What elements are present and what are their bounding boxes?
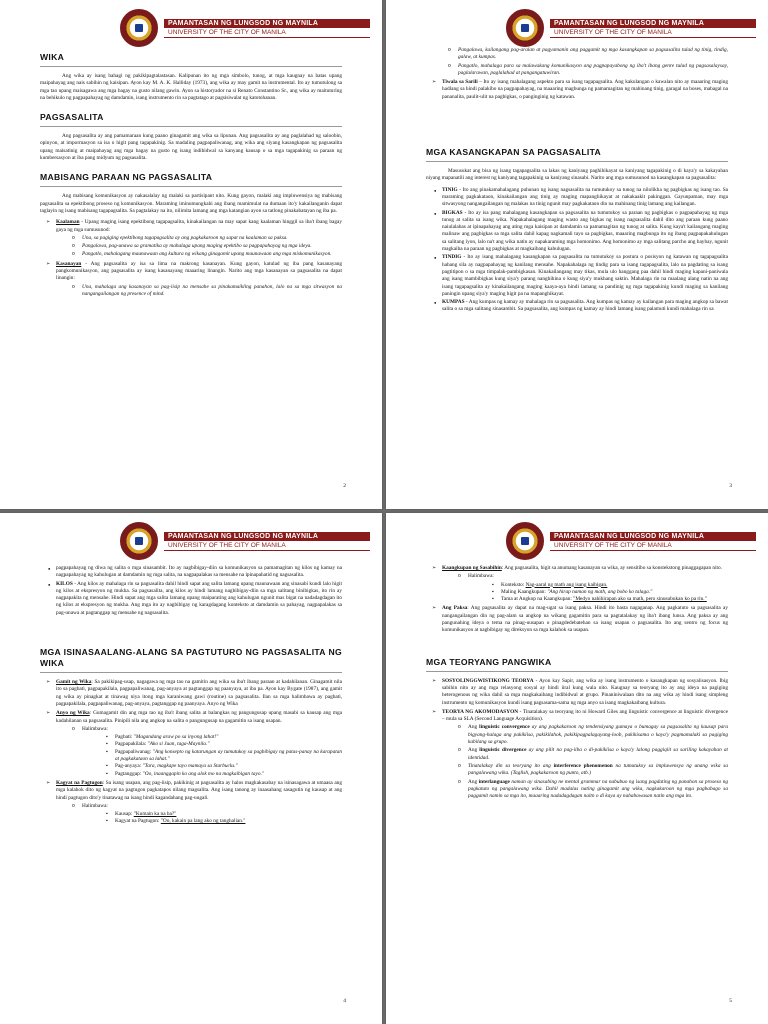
list-item: ▪ Pagpapaliwanag: "Ang konsepto ng katarungan ay tumutukoy sa pagbibigay ng patas-panay na karapatan at pagkakataon sa lahat." [106, 749, 342, 764]
list-item-anyo-ng-wika: ➢ Anyo ng Wika: Gumagamit din ang mga tao ng iba't ibang salita at balangkas ng pangungusap upang masabi sa kausap ang mga kadahilanan sa pagsasalita. Pinipili nila ang angkop na salita o pangungusap na gagamitin sa isang usapan. o Halimbawa: ▪ Pagbati: "Magandang araw po sa inyong lahat!" ▪ Pagpapakilala: "Ako si Juan, taga-Maynila." ▪ Pagpapaliwanag: "Ang konsepto ng katarungan ay tumutukoy sa pagbibigay ng patas-panay na karapatan at pagkakataon sa lahat." ▪ Pag-anyaya: "Tara, magkape tayo mamaya sa Starbucks." ▪ Pagtanggap: "Oo, inaanggapin ko ang alok mo na magkaibigan tayo." [46, 710, 342, 778]
page-number: 5 [729, 998, 732, 1004]
page-header [120, 8, 370, 48]
list-item-kaalaman: ➢ Kaalaman - Upang maging isang epektibong tagapagsalita, kinakailangan na may sapat kang kaalaman hinggil sa iba't ibang bagay gaya ng mga sumusunod: o Una, sa pagiging epektibong tagapagsalita ay ang pagkakaroon ng sapat na kaalaman sa paksa. o Pangalawa, pag-unawa sa gramatika ay mahalaga upang maging epektibo sa pagpapahayag ng mga ideya. o Pangatlo, mahalagang maunawaan ang kultura ng wikang ginagamit upang maunawaan ang mga miskomunikasyon. [46, 219, 342, 258]
list-item: o Ang linguistic convergence ay ang pagkakaroon ng tendensiyang gumaya o bumagay sa pagsasalita ng kausap para bigyang-halaga ang pakikiisa, pakikilahok, pakikipagpalagayang-loob, pakikisama o kaya'y pagmamalaki sa pagiging kabilang sa grupo. [458, 724, 728, 746]
list-item: ▪ Maling Kaangkupan: "Ang hirap naman ng math, ang bobo ko talaga." [492, 589, 728, 596]
university-seal-icon [506, 522, 544, 560]
list-item-kasanayan: ➢ Kasanayan - Ang pagsasalita ay isa sa lima na makrong kasanayan. Kung gayon, katulad ng iba pang kasanayang pangkomunikasyon, ang pagsasalita ay isang kasanayang maaaring linangin. Narito ang mga kasanayan sa pagsasalita na dapat linangin: o Una, mahalaga ang kasanayan sa pag-iisip na mensahe sa pinakamaikling panahon, lalo na sa mga sitwasyon na nangangailangan ng presence of mind. [46, 261, 342, 298]
page-header [506, 8, 756, 48]
paragraph-mabisang-paraan: Ang mabisang komunikasyon ay nakasalalay ng malaki sa partisipant nito. Kung gayon, malaki ang impluwensiya ng mabisang pagsasalita sa epektibong proseso ng komunikasyon. Maraming iminumungkahi ang ibang mamimulat na dumaan ito'y kakailanganin dapat taglayin ng isang mabisang tagapagsalita. Sa pagtalakay na ito, nilimita lamang ang mga katangian ayon sa tatlong pinakabatayan ng iba pa. [40, 193, 342, 214]
paragraph-kasangkapan: Masusukat ang bisa ng isang tagapagsalita sa lakas ng kaniyang paghihikayat sa kaniyang tagapakinig o di kaya'y sa kakayahan niyang mapanatili ang interest ng kaniyang tagapakinig sa kaniyang sinasabi. Narito ang mga sumusunod na kasangkapan sa pagsasalita: [426, 168, 728, 182]
university-seal-icon [506, 9, 544, 47]
university-seal-icon [120, 522, 158, 560]
section-title-isinasaalang: MGA ISINASAALANG-ALANG SA PAGTUTURO NG PAGSASALITA NG WIKA [40, 647, 342, 673]
list-item-akomodasyon: ➢ TEORYA NG AKOMODASYON - Tinatalakay sa teoryang ito ni Howard Giles ang linguistic convergence at linguistic divergence – mula sa SLA (Second Language Acquisition). o Ang linguistic convergence ay ang pagkakaroon ng tendensiyang gumaya o bumagay sa pagsasalita ng kausap para bigyang-halaga ang pakikiisa, pakikilahok, pakikipagpalagayang-loob, pakikisama o kaya'y pagmamalaki sa pagiging kabilang sa grupo. o Ang linguistic divergence ay ang pilit na pag-iiba o di-pakikiisa o kaya'y lalong paggiqiit sa sariling kakayahan at identidad. o Tinatalakay din sa teoryang ito ang interference phenomenon na tumutukoy sa impluwensya ng unang wika sa pangalawang wika. (Taglish, pagkakaroon ng puntо, atb.) o Ang interlanguage naman ay sinasabing ne mental grammar na nabubuo ng isang pagdating ng panahon sa proseso ng pagkatuto ng pangalawang wika. Dahil madalas nating ginagamit ang wika, nagkakaroon ng mga pagbabago sa paggamit namin sa mga ito, maaaring nadadagdagan naitn o di kaya ay nababawasan natin ang mga ito. [432, 709, 728, 801]
paragraph-pagsasalita: Ang pagsasalita ay ang pamamaraan kung paano ginagamit ang wika sa lipunan. Ang pagsasalita ay ang paglalahad ng saloobin, opinyon, at impormasyon sa isa o higit pang tagapakinig. Sa madaling pagpapaliwanag, ang wika ang siyang kasangkapan ng pagsasalita upang maisatinig at maipahayag ang mga bagay na gusto ng isang indibidwal sa kanyang kausap o sa mga tagapakinig sa paraan ng kumbersasyon at iba pang midyum ng pagsasalita. [40, 133, 342, 162]
list-item-kagyat-na-pagtugon: ➢ Kagyat na Pagtugon: Sa isang usapan, ang pag-iisip, pakikinig at pagsasalita ay halos magkakasabay na isinasagawa at umaasa ang mga kalahok dito ng kagyat na pagtugon pagkatapos nilang magsalita. Ang isang tanong ay inaasahang sasagutin ng kausap at ang hindi pagtugon dito'y tinatawag na isang hindi kagandahang pag-uugali. o Halimbawa: ▪ Kausap: "Kumain ka na ba?" ▪ Kagyat na Pagtugon: "Oo, kakain pa lang ako ng tanghalian." [46, 780, 342, 826]
list-item-tiwala: ➢ Tiwala sa Sarili – Ito ay isang mahalagang aspekto para sa isang tagapagsalita. Ang kakulangan o kawalan nito ay maaaring maging hadlang sa hindi palakibo na pagpapahayag, na maaaring magbunga ng pamamagitan ng mahinang tinig, garagal na boses, mabagal na pananalita, paulit-ulit na pagbigkas, o panginginig ng katawan. [432, 79, 728, 101]
list-item: o Halimbawa: ▪ Kausap: "Kumain ka na ba?" ▪ Kagyat na Pagtugon: "Oo, kakain pa lang ako ng tanghalian." [72, 803, 342, 826]
list-item-ang-paksa: ➢ Ang Paksa: Ang pagsasalita ay dapat na mag-ugat sa isang paksa. Hindi ito basta nagaganap. Ang pagkatuto sa pagsasalita ay nangangailangan din ng pag-alam sa angkop na wikang gagamitin para sa pagtatalakay ng iba't ibang lunsa. Ang paksa ay ang pangunahing ideya o tema na pinag-uusapan o pinagdedebatehan sa isang usapan o pagsasalita. Ito ang sentro ng focus ng komunikasyon at nagbibigay ng direksyon sa mga kalahok sa usapan. [432, 605, 728, 634]
section-title-mabisang-paraan: MABISANG PARAAN NG PAGSASALITA [40, 172, 342, 187]
list-item-kaangkupan: ➢ Kaangkupan ng Sasabihin: Ang pagsasalita, higit sa anumang kasanayan sa wika, ay sensitibo sa konstekstong pinaggagapan nito. o Halimbawa: ▪ Konteksto: Nag-aaral ng math ang isang kaibigan. ▪ Maling Kaangkupan: "Ang hirap naman ng math, ang bobo ko talaga." ▪ Tama at Angkop na Kaangkupan: "Medyo nahihirapan ako sa math, pero sinusubukan ko pa rin." [432, 565, 728, 603]
list-item: ▪ Konteksto: Nag-aaral ng math ang isang kaibigan. [492, 582, 728, 589]
section-title-kasangkapan: MGA KASANGKAPAN SA PAGSASALITA [426, 147, 728, 162]
list-item: o Pangatlo, mahalaga para sa malawakang komunikasyon ang pagpapayabong ng iba't ibang genre tulad ng pagsasalaysay, paglalarawan, paglalahad at pangangatuwiran. [448, 63, 728, 78]
list-item: ▪ Pagbati: "Magandang araw po sa inyong lahat!" [106, 734, 342, 741]
list-item: o Ang linguistic divergence ay ang pilit na pag-iiba o di-pakikiisa o kaya'y lalong paggiqiit sa sariling kakayahan at identidad. [458, 747, 728, 762]
section-title-teorya: MGA TEORYANG PANGWIKA [426, 657, 728, 672]
list-item: o Tinatalakay din sa teoryang ito ang interference phenomenon na tumutukoy sa impluwensya ng unang wika sa pangalawang wika. (Taglish, pagkakaroon ng puntо, atb.) [458, 763, 728, 778]
list-item-tinig: ● TINIG - Ito ang pinakamahalagang puhunan ng isang nagsasalita na tumutukoy sa tunog na nilolikha ng pagbigkas ng isang tao. Sa maraming pagkakataon, kinakailangan ang tinig ay maging mapanghikayat at nakakaakit pakinggan. Gayunpaman, may mga sitwasyong nangangailangan ng malakas na tinig ngunit may pagkakataon din na mahinang tinig lamang ang kailangan. [432, 187, 728, 209]
list-item-kumpas: ● KUMPAS - Ang kumpas ng kamay ay mahalaga rin sa pagsasalita. Ang kumpas ng kamay ay kailangan para maging angkop sa bawat salita o sa mga salitang sinasambit. Sa pagsasalita, ang kumpas ng kamay ay hindi lamang isang palamuti kundi mahalaga rin sa [432, 299, 728, 314]
list-item: ▪ Kausap: "Kumain ka na ba?" [106, 811, 342, 818]
header-university-name: PAMANTASAN NG LUNGSOD NG MAYNILA [550, 19, 756, 28]
list-item-kilos: ● KILOS - Ang kilos ay mahalaga rin sa pagsasalita dahil hindi sapat ang salita lamang upang maunawaan ang sinasabi kundi lalo higit ng kilos at ekspresyon ng mukha. Sa pagsasalita, ang kilos ay hindi lamang nagbibigay-diin sa mga salitang binibigkas, ito rin ay nagpapakita ng mensahe. Hindi sapat ang mga salita lamang upang maiparating ang kahulugan ngunit mas bigat na nadadagdagan ito ng kilos at ekspresyon ng mukha. Ang mga ito ay nagbibigay ng karagdagang konteksto at damdamin sa pahayag, nagpapalakas sa pag-unawa at pagtanggap ng mensahe ng nagsasalita. [46, 581, 342, 617]
paragraph-continued: ● pagpapahayag ng diwa ng salita o mga sinasambit. Ito ay nagbibigay-diin sa komunikasyon sa pamamagitan ng kilos ng kamay na nagpapahayag ng kahulugan at damdamin ng mga salita, na nagpapalakas sa mensahe na ipinapahatid ng nagsasalita. [46, 565, 342, 580]
header-university-english: UNIVERSITY OF THE CITY OF MANILA [550, 541, 756, 551]
page-number: 3 [729, 483, 732, 489]
page-number: 4 [343, 998, 346, 1004]
header-university-english: UNIVERSITY OF THE CITY OF MANILA [164, 28, 370, 38]
section-title-pagsasalita: PAGSASALITA [40, 112, 342, 127]
list-item: o Pangalawa, pag-unawa sa gramatika ay mahalaga upang maging epektibo sa pagpapahayag ng mga ideya. [72, 243, 342, 250]
page-number: 2 [343, 483, 346, 489]
document-page-4 [0, 513, 382, 1024]
list-item: ▪ Kagyat na Pagtugon: "Oo, kakain pa lang ako ng tanghalian." [106, 818, 342, 825]
list-item: o Una, sa pagiging epektibong tagapagsalita ay ang pagkakaroon ng sapat na kaalaman sa paksa. [72, 235, 342, 242]
document-page-5 [386, 513, 768, 1024]
list-item: o Una, mahalaga ang kasanayan sa pag-iisip na mensahe sa pinakamaikling panahon, lalo na sa mga sitwasyon na nangangailangan ng presence of mind. [72, 284, 342, 299]
page-header [506, 521, 756, 561]
list-item-sosyolinggwistiko: ➢ SOSYOLINGGWISTIKONG TEORYA - Ayon kay Sapir, ang wika ay isang instrumento o kasangkapan ng sosyalisasyon. Ibig sabihin nito ay ang mga relasyong sosyal ay hindi iiral kung wala nito. Kaugnay sa teoryang ito ay ang ideya na pagiging heterogenous ng wika dahil sa mga magkakaibang indibidwal at grupo. Pinaniniwalaan dito na ang wika ay hindi isang simpleng instrumento ng komunikasyon kundi isang pagsasama-sama ng mga anyo sa isang magkakaibang kultura. [432, 678, 728, 707]
list-item: o Halimbawa: ▪ Pagbati: "Magandang araw po sa inyong lahat!" ▪ Pagpapakilala: "Ako si Juan, taga-Maynila." ▪ Pagpapaliwanag: "Ang konsepto ng katarungan ay tumutukoy sa pagbibigay ng patas-panay na karapatan at pagkakataon sa lahat." ▪ Pag-anyaya: "Tara, magkape tayo mamaya sa Starbucks." ▪ Pagtanggap: "Oo, inaanggapin ko ang alok mo na magkaibigan tayo." [72, 726, 342, 778]
list-item: o Pangalawa, kailangang pag-aralan at pagyamanin ang paggamit ng mga kasangkapan sa pagsasalita tulad ng tinig, tindig, galaw, at kumpas. [448, 47, 728, 62]
document-page-3 [386, 0, 768, 509]
list-item-bigkas: ● BIGKAS - Ito ay isa pang mahalagang kasangkapan sa pagsasalita na tumutukoy sa paraan ng pagbigkas o pagpapahayag ng mga tunog at salita sa isang wika. Napakahalagang maging wasto ang bigkas ng isang nagsasalita dahil dito ang paraan kung paano naiulalabas at ipinapahayag ang ating mga kaisipan at damdamin sa pamamagitan ng tunog at salita. Kung kaya't kailangang maging malinaw ang pagbigkas sa mga salita dahil kapag nagkamali tayo sa pagbigkas, maaaring magbunga ito ng ibang pagpapakahulugan sa salitang iyon, lalo na't ang wika natin ay napakaraming mga homonimo. Ang homonimo ay mga salitang parcho ang baybay, ngunit magkaiba na paraan ng pagbigkas at magkaibang kahulugan. [432, 210, 728, 254]
list-item: o Pangatlo, mahalagang maunawaan ang kultura ng wikang ginagamit upang maunawaan ang mga miskomunikasyon. [72, 251, 342, 258]
university-seal-icon [120, 9, 158, 47]
header-university-name: PAMANTASAN NG LUNGSOD NG MAYNILA [164, 532, 370, 541]
header-university-name: PAMANTASAN NG LUNGSOD NG MAYNILA [164, 19, 370, 28]
list-item: o Ang interlanguage naman ay sinasabing ne mental grammar na nabubuo ng isang pagdating ng panahon sa proseso ng pagkatuto ng pangalawang wika. Dahil madalas nating ginagamit ang wika, nagkakaroon ng mga pagbabago sa paggamit namin sa mga ito, maaaring nadadagdagan naitn o di kaya ay nababawasan natin ang mga ito. [458, 779, 728, 801]
paragraph-wika: Ang wika ay isang bahagi ng pakikipagtalastasan. Kalipunan ito ng mga simbolo, tunog, at mga kaugnay na batas upang maipahayag ang nais sabihin ng kaisipan. Ayon kay M. A. K. Halliday (1973), ang wika ay may gamit na instrumental. Ito ay tumutulong sa mga tao upang maisagawa ang mga bagay na gusto nilang gawin. Ayon sa historyador na si Renato Constantino Sr., ang wika ay maituturing na behikulo ng pagpapahayag ng damdamin, isang instrumento rin sa pagtatago at pagsisiwalat ng katotohanan. [40, 73, 342, 101]
list-item-gamit-ng-wika: ➢ Gamit ng Wika: Sa pakikipag-usap, nagagawa ng mga tao na gamitin ang wika sa iba't ibang paraan at kadahilanan. Ginagamit nila ito sa pagbati, pagpapakilala, pagpapaliwanag, pag-anyaya at pagtanggap ng paanyaya, at iba pa. Ayon kay Bygate (1987), ang gamit ng wika ay pinagkat at tinawag niya itong mga karaniwang gawi (routine) sa pagsasalita. Ilan sa mga halimbawa ay pagbati, pagpapakilala, pagpapaliwanag, pag-anyaya, pagtanggap ng paanyaya. Anyo ng Wika [46, 679, 342, 708]
header-university-english: UNIVERSITY OF THE CITY OF MANILA [164, 541, 370, 551]
document-page-2 [0, 0, 382, 509]
list-item: ▪ Pagtanggap: "Oo, inaanggapin ko ang alok mo na magkaibigan tayo." [106, 771, 342, 778]
header-university-english: UNIVERSITY OF THE CITY OF MANILA [550, 28, 756, 38]
list-item: ▪ Pag-anyaya: "Tara, magkape tayo mamaya sa Starbucks." [106, 763, 342, 770]
list-item-tindig: ● TINDIG - Ito ay isang mahalagang kasangkapan sa pagsasalita na tumutukoy sa postura o posisyon ng katawan ng tagapagsalita habang sila ay nagpapahayag ng kanilang mensahe. Napakahalaga ng tindig para sa isang tagapagsalita, lalo na pagdating sa isang pagtitipon o sa mga timpalak-pambigkasan. Kinakailangang may tikas, mula ulo hanggang paa dahil hindi maging kapani-paniwala ang isang mambibigkas kung siya'y parang nanghihina o kung siya'y mukhang saktin. Mahalaga rin na maalang alang natin na ang isang tagapagsalita ay kinakailangang maging kaaya-aya hindi lamang sa pandinig ng mga tagapakinig kundi maging sa kanilang paningin upang siya'y maging higit pa na mapanghikayat. [432, 254, 728, 298]
page-header [120, 521, 370, 561]
list-item: o Halimbawa: ▪ Konteksto: Nag-aaral ng math ang isang kaibigan. ▪ Maling Kaangkupan: "Ang hirap naman ng math, ang bobo ko talaga." ▪ Tama at Angkop na Kaangkupan: "Medyo nahihirapan ako sa math, pero sinusubukan ko pa rin." [458, 573, 728, 603]
header-university-name: PAMANTASAN NG LUNGSOD NG MAYNILA [550, 532, 756, 541]
list-item: ▪ Pagpapakilala: "Ako si Juan, taga-Maynila." [106, 741, 342, 748]
list-item: ▪ Tama at Angkop na Kaangkupan: "Medyo nahihirapan ako sa math, pero sinusubukan ko pa rin." [492, 596, 728, 603]
section-title-wika: WIKA [40, 52, 342, 67]
